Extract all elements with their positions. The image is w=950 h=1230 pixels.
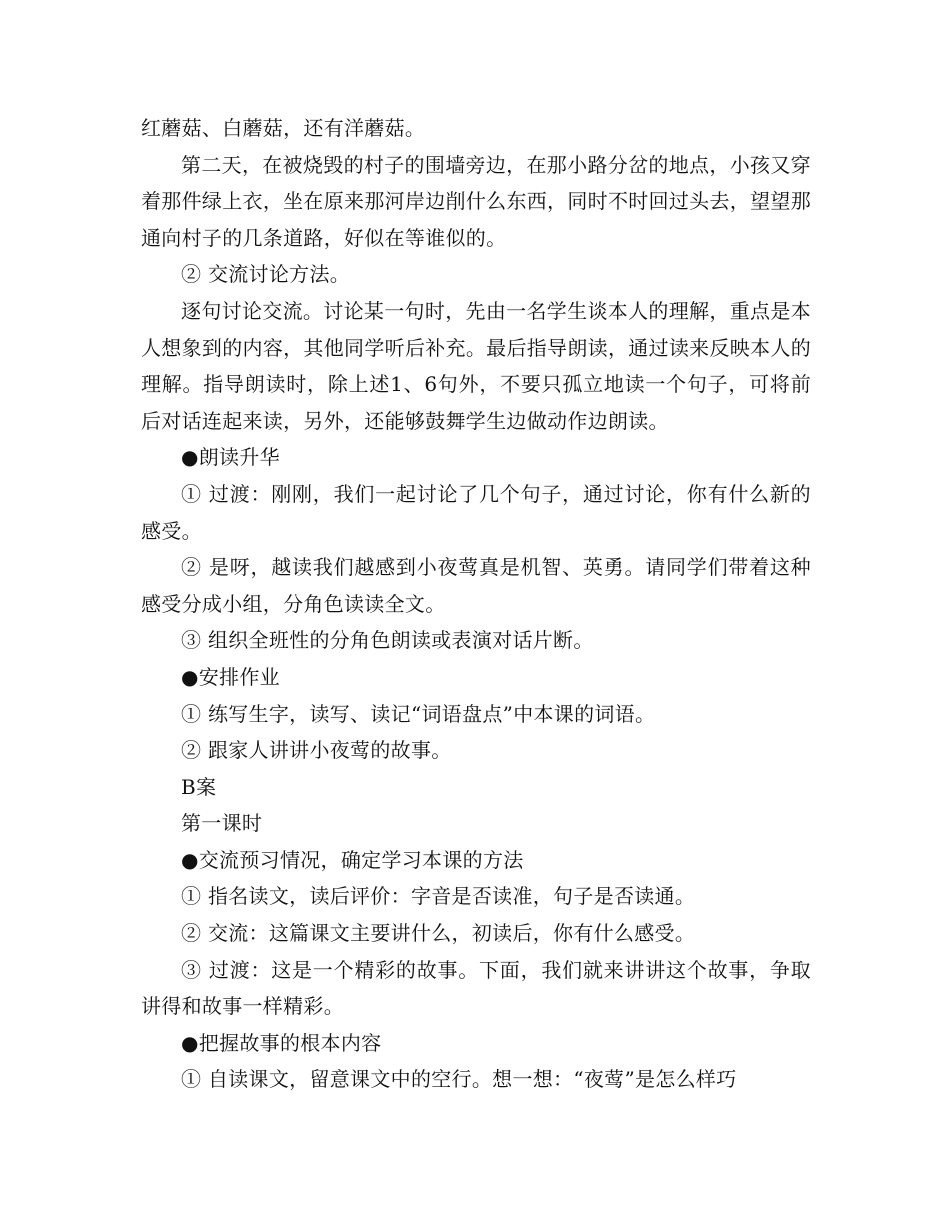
section-heading: ●交流预习情况，确定学习本课的方法 [181, 847, 524, 872]
lesson-heading: 第一课时 [181, 811, 263, 836]
section-heading: ●把握故事的根本内容 [181, 1030, 382, 1055]
paragraph-step: ③ 过渡：这是一个精彩的故事。下面，我们就来讲讲这个故事，争取讲得和故事一样精彩。 [141, 957, 811, 1019]
paragraph-step: ② 是呀，越读我们越感到小夜莺真是机智、英勇。请同学们带着这种感受分成小组，分角色读读全文。 [141, 555, 811, 616]
paragraph-step: ① 过渡：刚刚，我们一起讨论了几个句子，通过讨论，你有什么新的感受。 [141, 481, 811, 543]
paragraph-step: ② 交流讨论方法。 [181, 262, 351, 287]
paragraph-step: ① 指名读文，读后评价：字音是否读准，句子是否读通。 [181, 884, 696, 909]
paragraph-step: ② 交流：这篇课文主要讲什么，初读后，你有什么感受。 [181, 921, 696, 946]
section-heading: ●安排作业 [181, 664, 280, 689]
paragraph-step: ① 练写生字，读写、读记“词语盘点”中本课的词语。 [181, 701, 656, 726]
document-body [141, 110, 811, 1098]
paragraph-story: 第二天，在被烧毁的村子的围墙旁边，在那小路分岔的地点，小孩又穿着那件绿上衣，坐在原来那河岸边削什么东西，同时不时回过头去，望望那通向村子的几条道路，好似在等谁似的。 [141, 152, 811, 250]
paragraph-continuation: 红蘑菇、白蘑菇，还有洋蘑菇。 [141, 116, 426, 140]
paragraph-discussion: 逐句讨论交流。讨论某一句时，先由一名学生谈本人的理解，重点是本人想象到的内容，其他同学听后补充。最后指导朗读，通过读来反映本人的理解。指导朗读时，除上述1、6句外，不要只孤立地读一个句子，可将前后对话连起来读，另外，还能够鼓舞学生边做动作边朗读。 [141, 298, 811, 433]
paragraph-step: ① 自读课文，留意课文中的空行。想一想：“夜莺”是怎么样巧 [181, 1067, 737, 1092]
paragraph-step: ② 跟家人讲讲小夜莺的故事。 [181, 738, 452, 763]
plan-heading: B案 [181, 774, 217, 799]
paragraph-step: ③ 组织全班性的分角色朗读或表演对话片断。 [181, 628, 594, 653]
section-heading: ●朗读升华 [181, 445, 280, 470]
